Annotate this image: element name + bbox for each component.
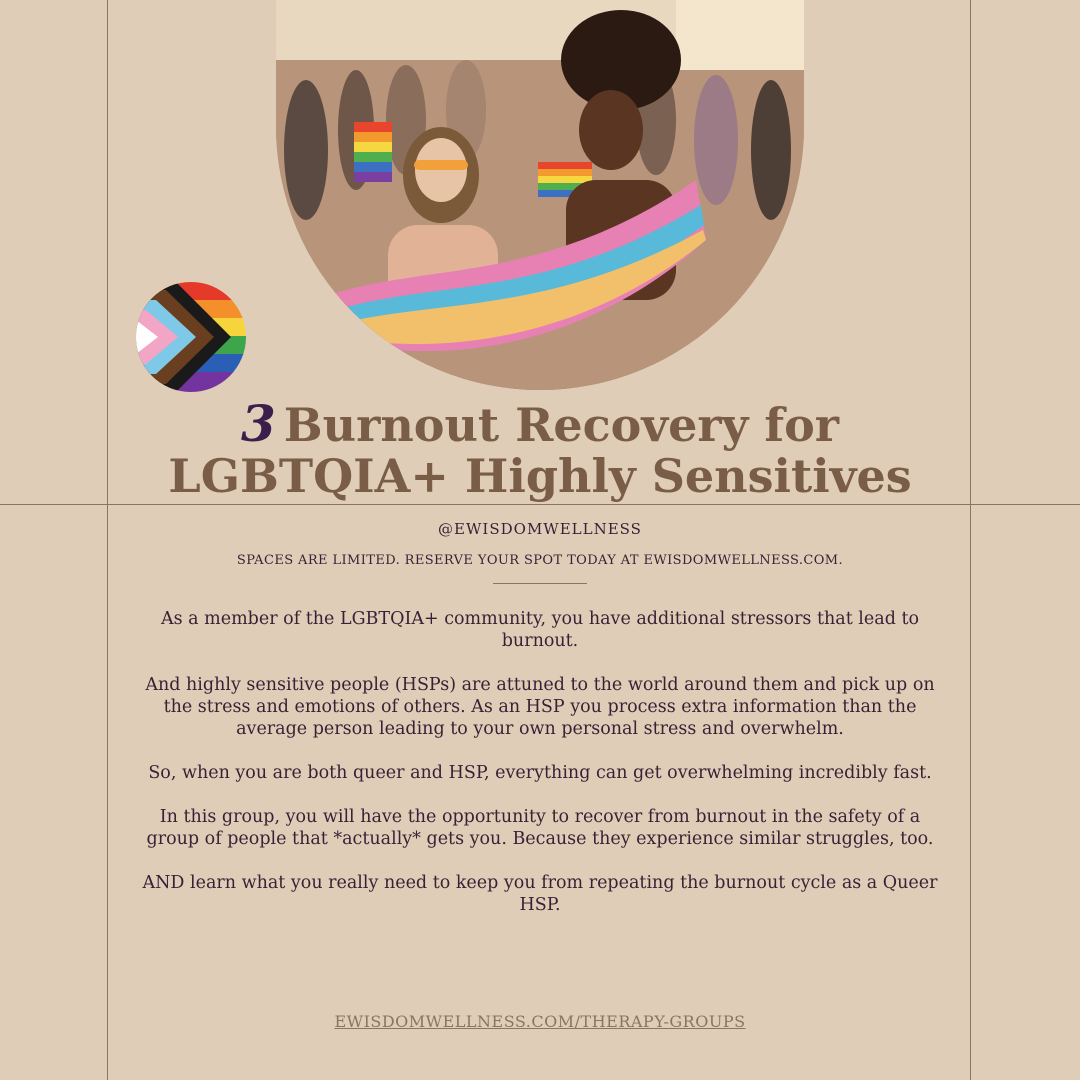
paragraph: As a member of the LGBTQIA+ community, you have additional stressors that lead to burnout.: [160, 609, 920, 651]
paragraph: In this group, you will have the opportunity to recover from burnout in the safety of a group of people that *actually* gets you. Because they experience similar struggles, too.: [146, 807, 934, 849]
page-title: [0, 394, 1080, 453]
description: [132, 608, 948, 938]
social-handle: @EWISDOMWELLNESS: [438, 520, 642, 538]
progress-pride-flag-icon: [136, 282, 246, 392]
title-number: 3: [240, 394, 276, 453]
therapy-groups-link[interactable]: EWISDOMWELLNESS.COM/THERAPY-GROUPS: [334, 1012, 746, 1031]
divider: [493, 583, 587, 584]
frame-line-horizontal: [0, 504, 1080, 505]
page-title-line-2: [0, 450, 1080, 502]
pride-crowd-illustration: [276, 0, 804, 390]
title-line-2: LGBTQIA+ Highly Sensitives: [168, 449, 912, 503]
frame-line-right: [970, 0, 971, 1080]
hero-photo: [276, 0, 804, 390]
paragraph: And highly sensitive people (HSPs) are attuned to the world around them and pick up on the stress and emotions of others. As an HSP you process extra information than the average person leading to your own personal stress and overwhelm.: [145, 675, 935, 739]
call-to-action: SPACES ARE LIMITED. RESERVE YOUR SPOT TODAY AT EWISDOMWELLNESS.COM.: [236, 553, 844, 568]
paragraph: So, when you are both queer and HSP, everything can get overwhelming incredibly fast.: [148, 763, 932, 783]
frame-line-left: [107, 0, 108, 1080]
paragraph: AND learn what you really need to keep you from repeating the burnout cycle as a Queer HSP.: [142, 873, 938, 915]
title-line-1: Burnout Recovery for: [283, 398, 840, 452]
